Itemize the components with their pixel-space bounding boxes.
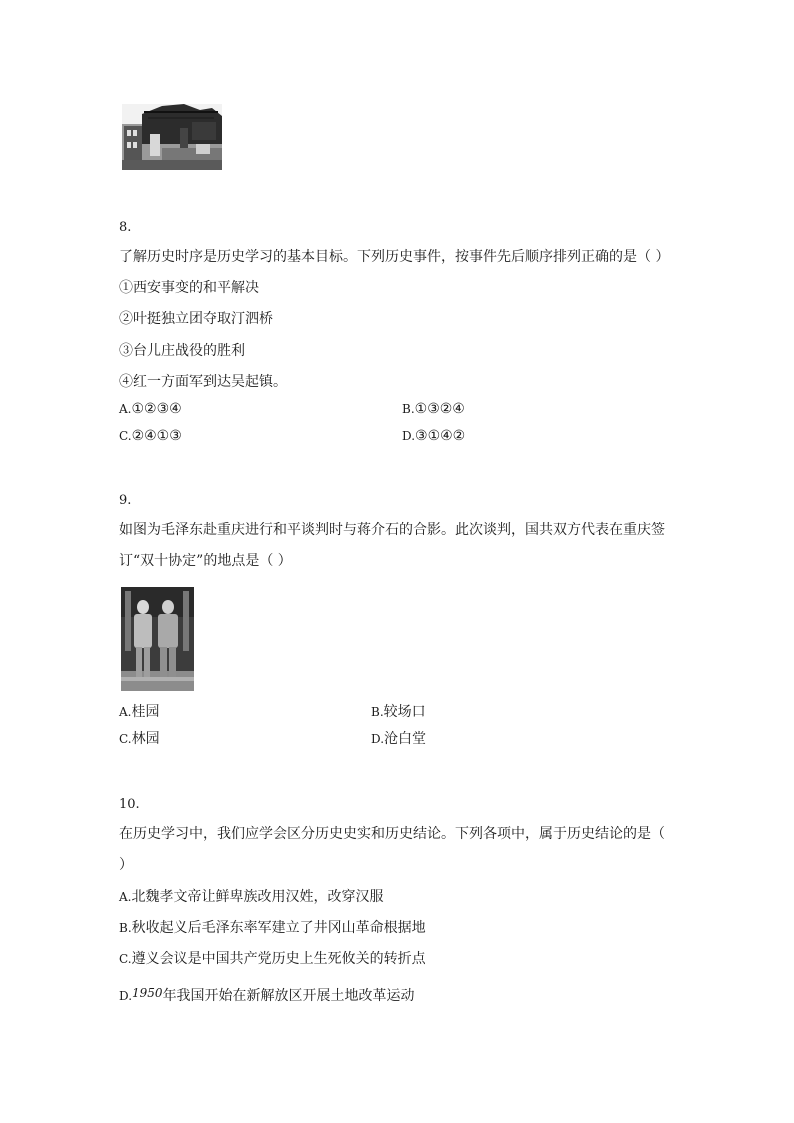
option-text: ①③②④ <box>414 401 465 417</box>
question-8-option-b[interactable] <box>402 399 465 419</box>
option-text: ③①④② <box>415 428 466 444</box>
option-letter: A. <box>119 402 132 416</box>
question-9-option-b[interactable] <box>371 702 426 722</box>
option-text: 北魏孝文帝让鲜卑族改用汉姓，改穿汉服 <box>131 889 384 905</box>
question-8-number: 8. <box>119 220 132 235</box>
option-letter: D. <box>402 429 416 443</box>
option-year: 1950 <box>132 986 163 1000</box>
question-9-number: 9. <box>119 493 132 508</box>
question-8-option-d[interactable] <box>402 426 465 446</box>
option-letter: B. <box>371 705 384 719</box>
question-8-item-3: ③台儿庄战役的胜利 <box>119 343 245 359</box>
option-letter: D. <box>371 732 385 746</box>
question-9-stem-line-1: 如图为毛泽东赴重庆进行和平谈判时与蒋介石的合影。此次谈判，国共双方代表在重庆签 <box>119 522 665 538</box>
question-10-option-a[interactable] <box>119 887 383 907</box>
option-letter: C. <box>119 732 132 746</box>
question-8-option-a[interactable] <box>119 399 182 419</box>
question-10-number: 10. <box>119 797 140 812</box>
option-text: ②④①③ <box>131 428 182 444</box>
option-text: 较场口 <box>383 704 426 720</box>
question-8-item-2: ②叶挺独立团夺取汀泗桥 <box>119 311 273 327</box>
question-9-option-d[interactable] <box>371 729 426 749</box>
option-letter: B. <box>402 402 415 416</box>
question-9-option-a[interactable] <box>119 702 159 722</box>
option-letter: D. <box>119 989 133 1003</box>
portrait-photo-image <box>121 587 194 691</box>
option-text: 年我国开始在新解放区开展土地改革运动 <box>162 988 415 1004</box>
question-8-item-1: ①西安事变的和平解决 <box>119 280 259 296</box>
option-letter: C. <box>119 952 132 966</box>
question-10-option-d[interactable] <box>119 983 415 1006</box>
question-10-option-c[interactable] <box>119 949 426 969</box>
historical-photo-street <box>122 104 222 170</box>
question-10-stem-line-2: ） <box>119 857 133 873</box>
option-text: 林园 <box>131 731 160 747</box>
option-text: 遵义会议是中国共产党历史上生死攸关的转折点 <box>131 951 426 967</box>
question-10-option-b[interactable] <box>119 918 426 938</box>
option-text: ①②③④ <box>131 401 182 417</box>
question-8-item-4: ④红一方面军到达吴起镇。 <box>119 374 287 390</box>
question-10-stem-line-1: 在历史学习中，我们应学会区分历史史实和历史结论。下列各项中，属于历史结论的是（ <box>119 826 665 842</box>
option-letter: A. <box>119 705 132 719</box>
street-photo-image <box>122 104 222 170</box>
question-9-option-c[interactable] <box>119 729 160 749</box>
option-letter: B. <box>119 921 132 935</box>
option-letter: A. <box>119 890 132 904</box>
option-letter: C. <box>119 429 132 443</box>
option-text: 秋收起义后毛泽东率军建立了井冈山革命根据地 <box>131 920 426 936</box>
historical-photo-mao-chiang <box>121 587 194 691</box>
option-text: 桂园 <box>131 704 160 720</box>
question-8-option-c[interactable] <box>119 426 182 446</box>
question-8-stem: 了解历史时序是历史学习的基本目标。下列历史事件，按事件先后顺序排列正确的是（ ） <box>119 249 670 265</box>
option-text: 沧白堂 <box>384 731 427 747</box>
question-9-stem-line-2: 订“双十协定”的地点是（ ） <box>119 553 292 569</box>
